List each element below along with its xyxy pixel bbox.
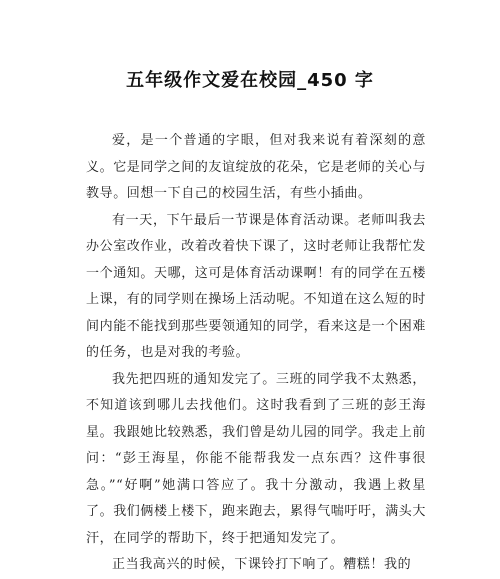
document-title: 五年级作文爱在校园_450 字 <box>126 70 374 91</box>
paragraph-4: 正当我高兴的时候，下课铃打下响了。糟糕！我的 <box>112 557 412 572</box>
paragraph-1: 爱，是一个普通的字眼，但对我来说有着深刻的意义。它是同学之间的友谊绽放的花朵，它是老师的关心与教导。回想一下自己的校园生活，有些小插曲。 <box>86 133 427 201</box>
paragraph-3: 我先把四班的通知发完了。三班的同学我不太熟悉，不知道该到哪儿去找他们。这时我看到了三班的彭王海星。我跟她比较熟悉，我们曾是幼儿园的同学。我走上前问：“彭王海星，你能不能帮我发一点东西？这件事很急。”“好啊”她满口答应了。我十分激动，我遇上救星了。我们俩楼上楼下，跑来跑去，累得气喘吁吁，满头大汗，在同学的帮助下，终于把通知发完了。 <box>86 371 427 546</box>
article-body <box>86 128 426 579</box>
paragraph-2: 有一天，下午最后一节课是体育活动课。老师叫我去办公室改作业，改着改着快下课了，这时老师让我帮忙发一个通知。天哪，这可是体育活动课啊！有的同学在五楼上课，有的同学则在操场上活动呢。不知道在这么短的时间内能不能找到那些要领通知的同学，看来这是一个困难的任务，也是对我的考验。 <box>86 212 427 360</box>
